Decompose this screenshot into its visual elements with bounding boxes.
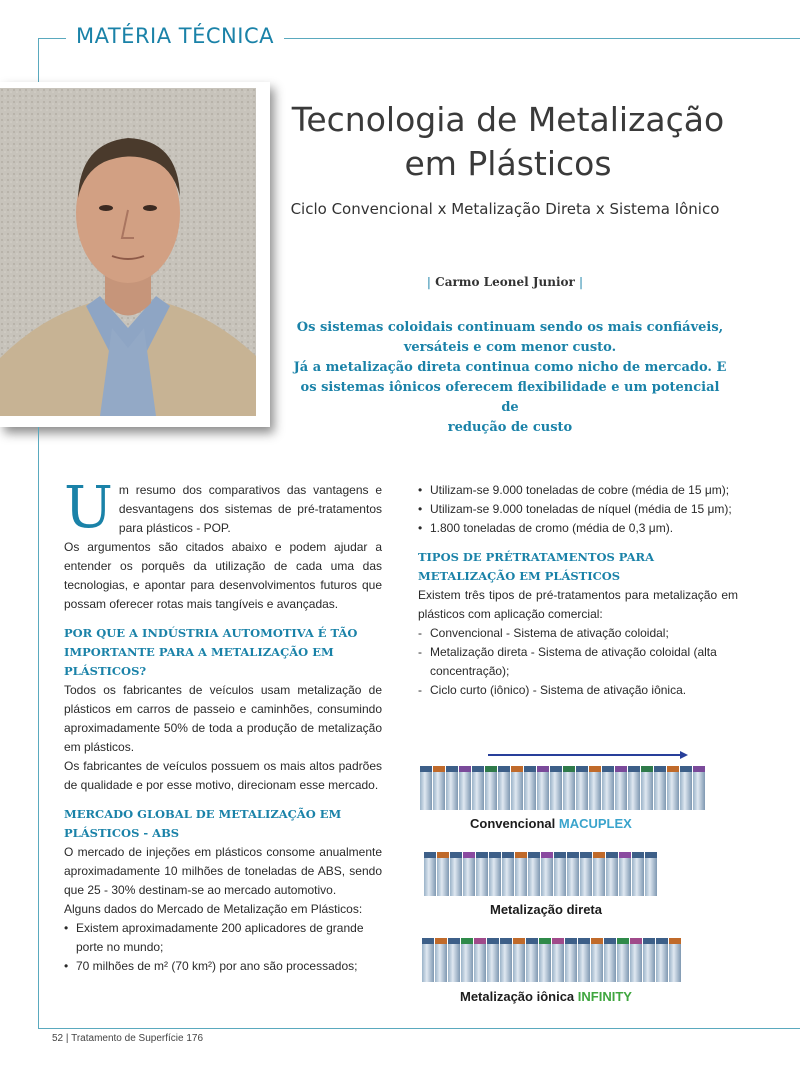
process-tank — [656, 938, 668, 982]
process-tank — [420, 766, 432, 810]
process-tank — [576, 766, 588, 810]
body-paragraph: Os argumentos são citados abaixo e podem ajudar a entender os porquês da utilização de cada uma das tecnologias, e apontar para desenvolvimentos futuros que possam oferecer rotas mais tangíveis e avançadas. — [64, 540, 382, 611]
process-tank — [463, 852, 475, 896]
section-heading: POR QUE A INDÚSTRIA AUTOMOTIVA É TÃO IMPORTANTE PARA A METALIZAÇÃO EM PLÁSTICOS? — [64, 626, 358, 678]
process-tank — [615, 766, 627, 810]
bullet-list — [64, 919, 382, 976]
process-line-conventional — [420, 766, 706, 810]
process-tank — [593, 852, 605, 896]
process-tank — [541, 852, 553, 896]
lead-line: Já a metalização direta continua como nicho de mercado. E — [293, 360, 727, 375]
process-tank — [580, 852, 592, 896]
list-item: - Convencional - Sistema de ativação coloidal; — [418, 624, 738, 643]
process-tank — [435, 938, 447, 982]
body-paragraph: Os fabricantes de veículos possuem os mais altos padrões de qualidade e por esse motivo, direcionam esse mercado. — [64, 759, 382, 792]
process-tank — [563, 766, 575, 810]
process-tank — [539, 938, 551, 982]
process-tank — [489, 852, 501, 896]
process-tank — [602, 766, 614, 810]
process-tank — [617, 938, 629, 982]
process-tank — [476, 852, 488, 896]
process-tank — [641, 766, 653, 810]
caption-main: Convencional — [470, 816, 556, 831]
lead-line: redução de custo — [447, 420, 573, 435]
author-byline — [280, 275, 730, 289]
process-tank — [487, 938, 499, 982]
body-paragraph: Todos os fabricantes de veículos usam metalização de plásticos em carros de passeio e caminhões, consumindo aproximadamente 50% de toda a produção de metalização em plásticos. — [64, 683, 382, 754]
process-tank — [515, 852, 527, 896]
list-item: • Utilizam-se 9.000 toneladas de cobre (média de 15 μm); — [418, 481, 738, 500]
process-tank — [437, 852, 449, 896]
list-item: - Metalização direta - Sistema de ativação coloidal (alta concentração); — [418, 643, 738, 681]
author-photo — [0, 88, 256, 416]
caption-brand: MACUPLEX — [558, 816, 632, 831]
process-tank — [502, 852, 514, 896]
process-tank — [630, 938, 642, 982]
page-rule-bottom — [38, 1028, 800, 1029]
list-item: • Utilizam-se 9.000 toneladas de níquel (média de 15 μm); — [418, 500, 738, 519]
section-heading: TIPOS DE PRÉTRATAMENTOS PARA METALIZAÇÃO EM PLÁSTICOS — [418, 550, 654, 583]
process-tank — [528, 852, 540, 896]
process-tank — [485, 766, 497, 810]
process-line-ionic — [422, 938, 682, 982]
process-tank — [433, 766, 445, 810]
list-item: - Ciclo curto (iônico) - Sistema de ativação iônica. — [418, 681, 738, 700]
process-tank — [513, 938, 525, 982]
process-tank — [459, 766, 471, 810]
caption-main: Metalização direta — [490, 902, 602, 917]
byline-separator-left: | — [426, 275, 431, 289]
bullet-list — [418, 481, 738, 538]
caption-ionic — [460, 989, 632, 1004]
left-column — [64, 473, 382, 976]
dash-list — [418, 624, 738, 700]
page-rule-left — [38, 427, 39, 1029]
process-tank — [567, 852, 579, 896]
arrow-right-icon — [488, 750, 688, 760]
right-column — [418, 481, 738, 700]
list-item: • 1.800 toneladas de cromo (média de 0,3 μm). — [418, 519, 738, 538]
process-tank — [632, 852, 644, 896]
intro-paragraph — [64, 473, 382, 541]
process-tank — [526, 938, 538, 982]
process-tank — [448, 938, 460, 982]
section-heading: MERCADO GLOBAL DE METALIZAÇÃO EM PLÁSTICOS - ABS — [64, 807, 342, 840]
lead-line: os sistemas iônicos oferecem flexibilidade e um potencial de — [300, 380, 720, 415]
process-tank — [461, 938, 473, 982]
title-line-2: em Plásticos — [404, 144, 612, 183]
process-tank — [654, 766, 666, 810]
process-tank — [554, 852, 566, 896]
process-tank — [537, 766, 549, 810]
header-rule-left — [38, 38, 39, 83]
process-tank — [524, 766, 536, 810]
lead-line: versáteis e com menor custo. — [403, 340, 617, 355]
drop-cap: U — [64, 473, 113, 541]
caption-direct — [490, 902, 602, 917]
process-tank — [550, 766, 562, 810]
process-figure — [418, 748, 718, 1008]
process-tank — [565, 938, 577, 982]
author-name: Carmo Leonel Junior — [435, 275, 575, 289]
process-tank — [643, 938, 655, 982]
process-tank — [669, 938, 681, 982]
process-tank — [552, 938, 564, 982]
body-paragraph: Alguns dados do Mercado de Metalização em Plásticos: — [64, 902, 363, 916]
caption-brand: INFINITY — [577, 989, 632, 1004]
article-subtitle: Ciclo Convencional x Metalização Direta x Sistema Iônico — [290, 200, 720, 218]
process-tank — [474, 938, 486, 982]
process-tank — [680, 766, 692, 810]
process-tank — [472, 766, 484, 810]
article-lead — [290, 318, 730, 438]
process-tank — [498, 766, 510, 810]
process-tank — [511, 766, 523, 810]
intro-text: m resumo dos comparativos das vantagens e desvantagens dos sistemas de pré-tratamentos para plásticos - POP. — [118, 483, 382, 535]
process-tank — [589, 766, 601, 810]
process-tank — [500, 938, 512, 982]
title-line-1: Tecnologia de Metalização — [291, 100, 725, 139]
list-item: • 70 milhões de m² (70 km²) por ano são processados; — [64, 957, 382, 976]
process-tank — [645, 852, 657, 896]
caption-main: Metalização iônica — [460, 989, 575, 1004]
body-paragraph: Existem três tipos de pré-tratamentos para metalização em plásticos com aplicação comercial: — [418, 588, 738, 621]
caption-conventional — [470, 816, 632, 831]
page-footer: 52 | Tratamento de Superfície 176 — [52, 1033, 204, 1044]
process-tank — [667, 766, 679, 810]
process-tank — [446, 766, 458, 810]
body-paragraph: O mercado de injeções em plásticos consome anualmente aproximadamente 10 milhões de toneladas de ABS, sendo que 25 - 30% destinam-se ao mercado automotivo. — [64, 845, 382, 897]
process-line-direct — [424, 852, 658, 896]
process-tank — [422, 938, 434, 982]
lead-line: Os sistemas coloidais continuam sendo os mais confiáveis, — [296, 320, 724, 335]
section-tag: MATÉRIA TÉCNICA — [66, 24, 284, 48]
process-tank — [693, 766, 705, 810]
process-tank — [604, 938, 616, 982]
list-item: • Existem aproximadamente 200 aplicadores de grande porte no mundo; — [64, 919, 382, 957]
article-title — [290, 98, 726, 186]
process-tank — [450, 852, 462, 896]
process-tank — [628, 766, 640, 810]
process-tank — [424, 852, 436, 896]
process-tank — [619, 852, 631, 896]
process-tank — [606, 852, 618, 896]
byline-separator-right: | — [579, 275, 584, 289]
author-photo-frame — [0, 82, 270, 427]
process-tank — [591, 938, 603, 982]
process-tank — [578, 938, 590, 982]
